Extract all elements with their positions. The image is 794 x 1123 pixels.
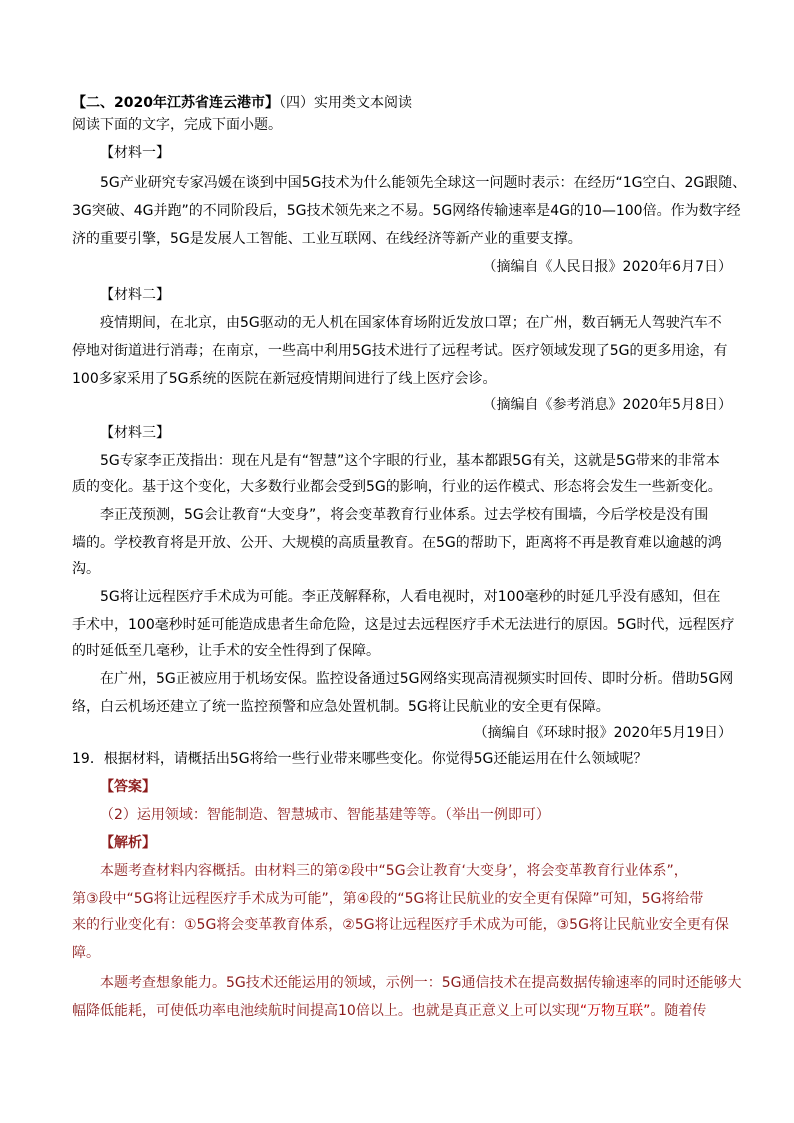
header-line — [72, 92, 412, 114]
analysis-line-text: 幅降低能耗，可使低功率电池续航时间提高10倍以上。也就是真正意义上可以实现 — [72, 1003, 580, 1019]
analysis-highlight: “万物互联” — [579, 1003, 651, 1019]
material2-line: 疫情期间，在北京，由5G驱动的无人机在国家体育场附近发放口罩；在广州，数百辆无人驾驶汽车不 — [100, 315, 722, 331]
material3-line: 络，白云机场还建立了统一监控预警和应急处置机制。5G将让民航业的安全更有保障。 — [72, 699, 610, 715]
material3-line: 在广州，5G正被应用于机场安保。监控设备通过5G网络实现高清视频实时回传、即时分析。借助5G网 — [100, 671, 734, 687]
material1-source: （摘编自《人民日报》2020年6月7日） — [482, 259, 732, 275]
material1-line: 济的重要引擎，5G是发展人工智能、工业互联网、在线经济等新产业的重要支撑。 — [72, 231, 582, 247]
material2-title: 【材料二】 — [100, 287, 170, 303]
material1-line: 3G突破、4G并跑”的不同阶段后，5G技术领先来之不易。5G网络传输速率是4G的10—100倍。作为数字经 — [72, 203, 741, 219]
question-text: 19．根据材料，请概括出5G将给一些行业带来哪些变化。你觉得5G还能运用在什么领域呢？ — [72, 751, 648, 767]
analysis-line-tail: 。随着传 — [650, 1003, 707, 1019]
material3-title: 【材料三】 — [100, 425, 170, 441]
material3-line: 李正茂预测，5G会让教育“大变身”，将会变革教育行业体系。过去学校有围墙，今后学校是没有围 — [100, 507, 709, 523]
material2-line: 100多家采用了5G系统的医院在新冠疫情期间进行了线上医疗会诊。 — [72, 371, 497, 387]
material1-line: 5G产业研究专家冯媛在谈到中国5G技术为什么能领先全球这一问题时表示：在经历“1G空白、2G跟随、 — [100, 175, 747, 191]
material3-line: 质的变化。基于这个变化，大多数行业都会受到5G的影响，行业的运作模式、形态将会发生一些新变化。 — [72, 479, 722, 495]
analysis-line: 本题考查材料内容概括。由材料三的第②段中“5G会让教育‘大变身’，将会变革教育行业体系”， — [100, 863, 688, 879]
material3-line: 5G将让远程医疗手术成为可能。李正茂解释称，人看电视时，对100毫秒的时延几乎没有感知，但在 — [100, 589, 721, 605]
analysis-label: 【解析】 — [100, 835, 156, 851]
answer-label: 【答案】 — [100, 779, 156, 795]
material2-line: 停地对街道进行消毒；在南京，一些高中利用5G技术进行了远程考试。医疗领域发现了5G的更多用途，有 — [72, 343, 728, 359]
material3-source: （摘编自《环球时报》2020年5月19日） — [473, 725, 732, 741]
material3-line: 沟。 — [72, 561, 100, 577]
material3-line: 的时延低至几毫秒，让手术的安全性得到了保障。 — [72, 643, 380, 659]
header-section: （四）实用类文本阅读 — [278, 95, 412, 111]
header-title: 【二、2020年江苏省连云港市】 — [72, 95, 279, 111]
analysis-line: 来的行业变化有：①5G将会变革教育体系，②5G将让远程医疗手术成为可能，③5G将让民航业安全更有保 — [72, 917, 729, 933]
material3-line: 墙的。学校教育将是开放、公开、大规模的高质量教育。在5G的帮助下，距离将不再是教育难以逾越的鸿 — [72, 535, 722, 551]
material3-line: 手术中，100毫秒时延可能造成患者生命危险，这是过去远程医疗手术无法进行的原因。5G时代，远程医疗 — [72, 617, 735, 633]
analysis-line — [72, 1000, 706, 1022]
analysis-line: 障。 — [72, 945, 100, 961]
analysis-line: 本题考查想象能力。5G技术还能运用的领域，示例一：5G通信技术在提高数据传输速率的同时还能够大 — [100, 975, 742, 991]
answer-text: （2）运用领域：智能制造、智慧城市、智能基建等等。（举出一例即可） — [100, 807, 550, 823]
material3-line: 5G专家李正茂指出：现在凡是有“智慧”这个字眼的行业，基本都跟5G有关，这就是5G带来的非常本 — [100, 453, 720, 469]
material2-source: （摘编自《参考消息》2020年5月8日） — [482, 397, 732, 413]
material1-title: 【材料一】 — [100, 145, 170, 161]
analysis-line: 第③段中“5G将让远程医疗手术成为可能”，第④段的“5G将让民航业的安全更有保障”可知，5G将给带 — [72, 891, 704, 907]
instruction: 阅读下面的文字，完成下面小题。 — [72, 117, 282, 133]
